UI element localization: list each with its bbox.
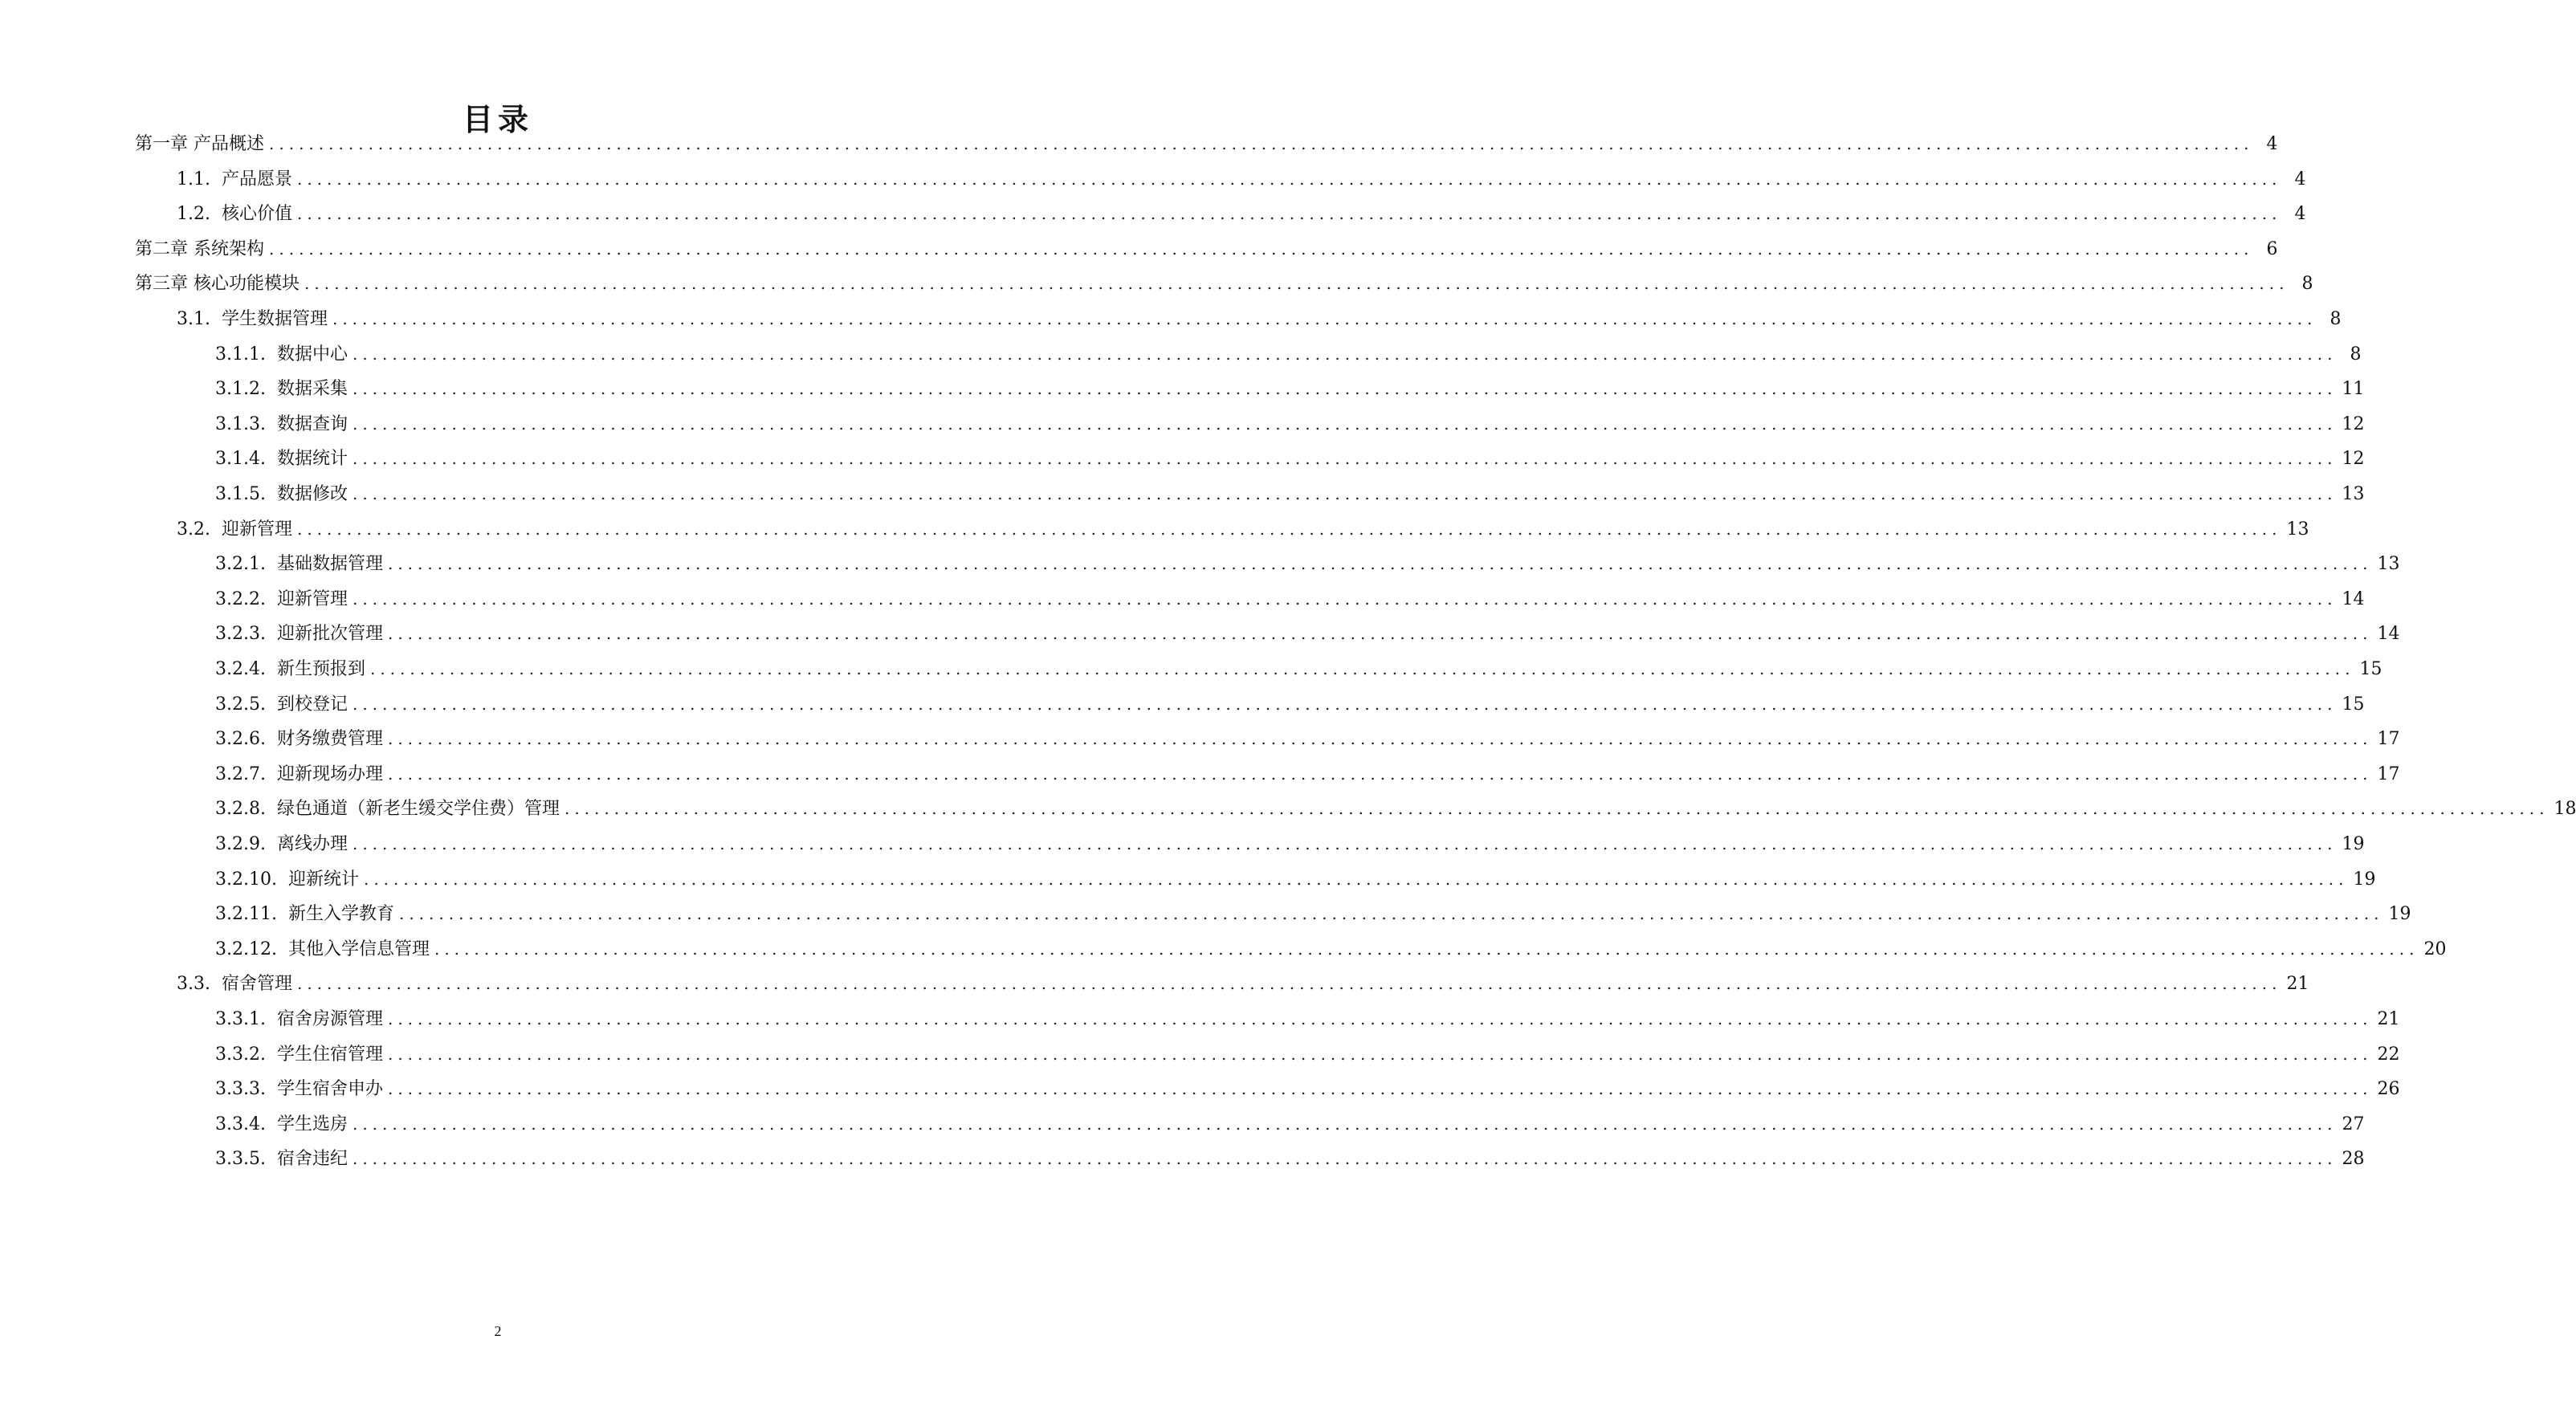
toc-entry[interactable] (215, 867, 2376, 902)
toc-dot-leader: ........................................................................................................................................................................................................ (387, 624, 2373, 644)
toc-entry[interactable] (215, 377, 2365, 412)
toc-entry[interactable] (215, 1042, 2400, 1077)
toc-entry-label: 3.1.3. 数据查询 (215, 413, 348, 434)
toc-dot-leader: ........................................................................................................................................................................................................ (352, 1149, 2338, 1169)
toc-entry[interactable] (215, 1146, 2365, 1182)
toc-dot-leader: ........................................................................................................................................................................................................ (363, 869, 2349, 889)
toc-entry-label: 3.3.3. 学生宿舍申办 (215, 1079, 383, 1100)
toc-entry[interactable] (215, 587, 2365, 622)
toc-dot-leader: ........................................................................................................................................................................................................ (332, 309, 2317, 328)
toc-entry-page: 19 (2388, 904, 2411, 925)
toc-dot-leader: ........................................................................................................................................................................................................ (352, 413, 2338, 434)
toc-entry[interactable] (215, 657, 2382, 692)
toc-entry-label: 3.3.5. 宿舍违纪 (215, 1149, 348, 1170)
toc-entry-page: 15 (2342, 694, 2365, 715)
toc-entry-page: 14 (2342, 588, 2365, 609)
toc-dot-leader: ........................................................................................................................................................................................................ (352, 1114, 2338, 1134)
toc-entry-label: 3.2.5. 到校登记 (215, 694, 348, 715)
toc-entry-page: 20 (2423, 939, 2447, 959)
toc-dot-leader: ........................................................................................................................................................................................................ (387, 1044, 2373, 1064)
toc-dot-leader: ........................................................................................................................................................................................................ (369, 659, 2355, 678)
toc-dot-leader: ........................................................................................................................................................................................................ (352, 694, 2338, 714)
toc-dot-leader: ........................................................................................................................................................................................................ (352, 588, 2338, 609)
toc-entry-page: 21 (2377, 1009, 2400, 1029)
page-number: 2 (494, 1323, 502, 1339)
toc-dot-leader: ........................................................................................................................................................................................................ (352, 834, 2338, 853)
toc-entry-page: 8 (2301, 274, 2313, 295)
toc-dot-leader: ........................................................................................................................................................................................................ (387, 554, 2373, 574)
toc-entry-page: 4 (2266, 134, 2278, 154)
toc-entry-page: 4 (2294, 169, 2306, 189)
toc-dot-leader: ........................................................................................................................................................................................................ (352, 379, 2338, 399)
toc-entry-page: 26 (2377, 1079, 2400, 1100)
toc-entry-label: 3.3. 宿舍管理 (177, 974, 292, 995)
toc-entry-page: 13 (2342, 484, 2365, 504)
toc-dot-leader: ........................................................................................................................................................................................................ (352, 484, 2338, 503)
toc-entry-page: 17 (2377, 729, 2400, 750)
toc-entry[interactable] (215, 446, 2365, 482)
toc-entry-label: 3.1.4. 数据统计 (215, 449, 348, 470)
toc-entry[interactable] (215, 832, 2365, 867)
toc-dot-leader: ........................................................................................................................................................................................................ (296, 519, 2282, 539)
toc-entry[interactable] (135, 237, 2278, 272)
toc-entry-page: 19 (2342, 834, 2365, 854)
toc-entry-page: 15 (2359, 659, 2382, 679)
toc-entry[interactable] (215, 902, 2411, 937)
toc-entry-label: 第三章 核心功能模块 (135, 274, 300, 295)
toc-dot-leader: ........................................................................................................................................................................................................ (434, 939, 2419, 959)
toc-entry-page: 8 (2350, 344, 2362, 364)
toc-entry-page: 12 (2342, 413, 2365, 434)
toc-entry[interactable] (215, 1007, 2400, 1042)
toc-entry-label: 3.2.7. 迎新现场办理 (215, 764, 383, 784)
toc-entry-label: 3.1.5. 数据修改 (215, 484, 348, 504)
toc-dot-leader: ........................................................................................................................................................................................................ (387, 764, 2373, 784)
toc-dot-leader: ........................................................................................................................................................................................................ (387, 1009, 2373, 1028)
toc-entry-page: 18 (2554, 799, 2576, 820)
toc-entry-page: 13 (2377, 554, 2400, 575)
toc-entry-page: 14 (2377, 624, 2400, 645)
toc-entry-label: 3.2. 迎新管理 (177, 519, 292, 540)
toc-entry-page: 19 (2353, 869, 2376, 890)
toc-entry[interactable] (215, 796, 2576, 832)
toc-entry-label: 3.2.2. 迎新管理 (215, 588, 348, 609)
toc-entry-page: 27 (2342, 1114, 2365, 1134)
toc-entry-page: 28 (2342, 1149, 2365, 1170)
toc-entry[interactable] (215, 552, 2400, 587)
toc-entry-label: 3.1. 学生数据管理 (177, 309, 328, 329)
toc-entry-page: 12 (2342, 449, 2365, 470)
toc-entry[interactable] (215, 482, 2365, 517)
toc-entry-page: 22 (2377, 1044, 2400, 1065)
toc-entry[interactable] (215, 762, 2400, 797)
toc-entry-label: 3.2.8. 绿色通道（新老生缓交学住费）管理 (215, 799, 560, 820)
toc-dot-leader: ........................................................................................................................................................................................................ (398, 904, 2384, 924)
toc-entry-page: 8 (2329, 309, 2342, 329)
page-title: 目录 (462, 102, 533, 137)
toc-entry-label: 3.1.1. 数据中心 (215, 344, 348, 364)
toc-dot-leader: ........................................................................................................................................................................................................ (352, 344, 2338, 364)
toc-dot-leader: ........................................................................................................................................................................................................ (296, 204, 2282, 224)
toc-dot-leader: ........................................................................................................................................................................................................ (296, 974, 2282, 994)
toc-dot-leader: ........................................................................................................................................................................................................ (387, 729, 2373, 749)
toc-entry-label: 3.1.2. 数据采集 (215, 379, 348, 400)
toc-entry[interactable] (215, 621, 2400, 657)
toc-entry[interactable] (177, 167, 2306, 202)
toc-entry-label: 3.3.2. 学生住宿管理 (215, 1044, 383, 1065)
toc-entry[interactable] (215, 1077, 2400, 1112)
toc-entry-page: 6 (2266, 238, 2278, 259)
toc-entry-label: 3.2.11. 新生入学教育 (215, 904, 394, 925)
toc-entry[interactable] (177, 202, 2306, 237)
toc-entry[interactable] (215, 727, 2400, 762)
toc-entry-page: 13 (2286, 519, 2309, 540)
toc-entry-page: 4 (2294, 204, 2306, 225)
toc-entry-label: 3.2.12. 其他入学信息管理 (215, 939, 430, 959)
toc-dot-leader: ........................................................................................................................................................................................................ (304, 274, 2289, 294)
toc-entry-label: 3.2.9. 离线办理 (215, 834, 348, 854)
toc-entry[interactable] (135, 271, 2313, 307)
toc-entry-label: 3.2.1. 基础数据管理 (215, 554, 383, 575)
toc-entry-label: 3.3.1. 宿舍房源管理 (215, 1009, 383, 1029)
toc-entry-label: 3.3.4. 学生选房 (215, 1114, 348, 1134)
toc-entry[interactable] (215, 412, 2365, 447)
toc-entry-label: 1.1. 产品愿景 (177, 169, 292, 189)
toc-entry[interactable] (177, 517, 2309, 552)
toc-dot-leader: ........................................................................................................................................................................................................ (296, 169, 2282, 189)
toc-entry-page: 17 (2377, 764, 2400, 784)
toc-entry[interactable] (215, 692, 2365, 727)
toc-entry-label: 3.2.4. 新生预报到 (215, 659, 365, 679)
toc-entry-label: 1.2. 核心价值 (177, 204, 292, 225)
toc-entry-label: 第二章 系统架构 (135, 238, 264, 259)
toc-entry[interactable] (215, 937, 2447, 972)
toc-dot-leader: ........................................................................................................................................................................................................ (352, 449, 2338, 469)
toc-entry-label: 3.2.3. 迎新批次管理 (215, 624, 383, 645)
toc-dot-leader: ........................................................................................................................................................................................................ (269, 238, 2254, 259)
toc-entry-label: 第一章 产品概述 (135, 134, 264, 154)
toc-entry[interactable] (135, 132, 2278, 167)
toc-dot-leader: ........................................................................................................................................................................................................ (564, 799, 2550, 819)
toc-entry-page: 21 (2286, 974, 2309, 995)
toc-entry[interactable] (177, 307, 2342, 342)
toc-entry[interactable] (177, 971, 2309, 1007)
toc-dot-leader: ........................................................................................................................................................................................................ (387, 1079, 2373, 1099)
toc-entry-page: 11 (2342, 379, 2365, 400)
toc-entry-label: 3.2.10. 迎新统计 (215, 869, 359, 890)
toc-dot-leader: ........................................................................................................................................................................................................ (269, 134, 2254, 153)
toc-entry[interactable] (215, 342, 2362, 377)
toc-entry[interactable] (215, 1112, 2365, 1147)
toc-entry-label: 3.2.6. 财务缴费管理 (215, 729, 383, 750)
